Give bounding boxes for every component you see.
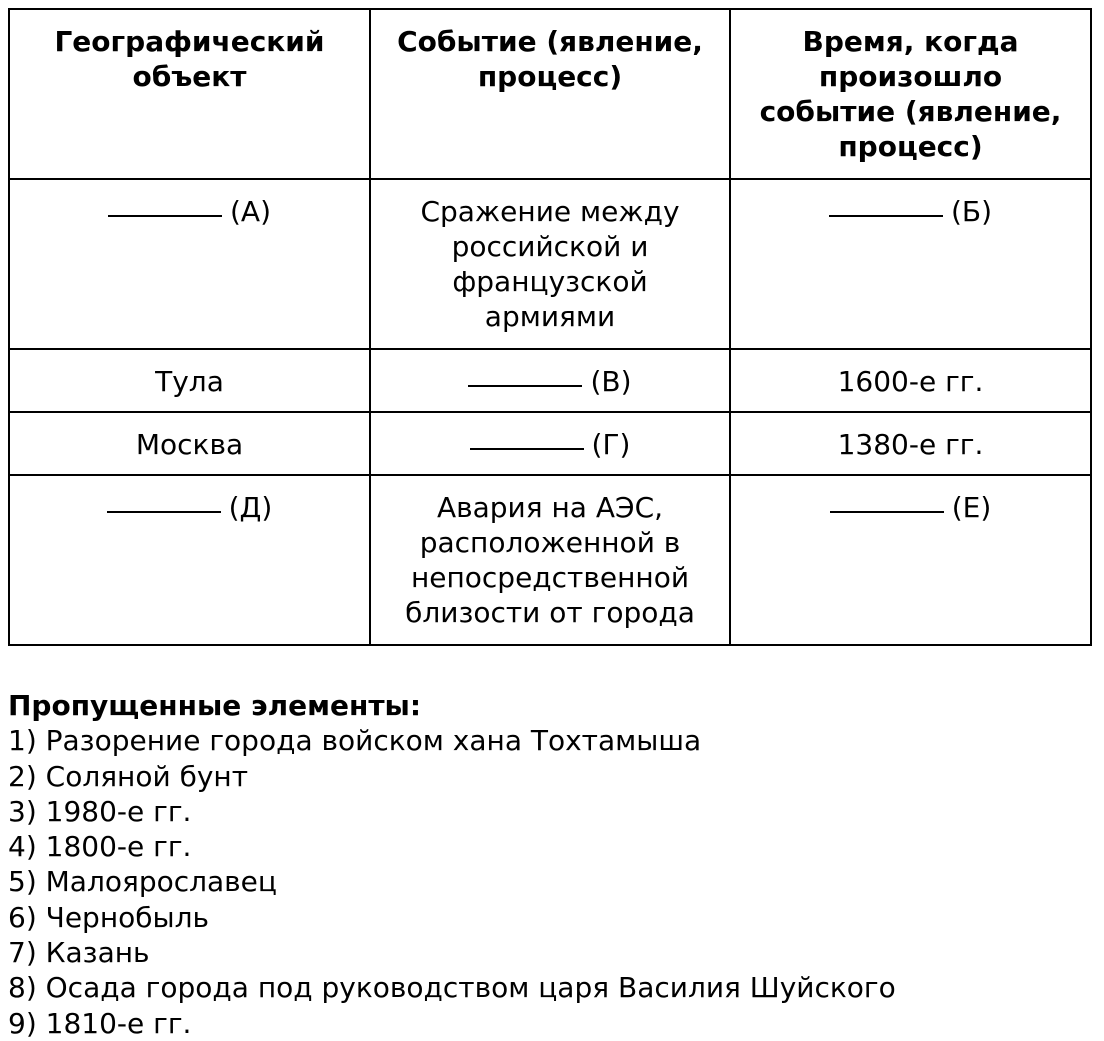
- blank-label: (Б): [950, 195, 993, 228]
- table-cell-object: Тула: [9, 349, 370, 412]
- page: [8, 8, 1090, 1041]
- table-cell-event: Сражение между российской и французской армиями: [370, 179, 730, 349]
- list-item: 7) Казань: [8, 936, 150, 970]
- table-row: [9, 475, 1091, 645]
- table-cell-object: Москва: [9, 412, 370, 475]
- blank-label: (Д): [228, 491, 273, 524]
- answer-blank: [107, 511, 221, 513]
- blank-label: (В): [590, 365, 632, 398]
- list-item: 9) 1810-е гг.: [8, 1006, 192, 1040]
- table-row: [9, 412, 1091, 475]
- table-row: [9, 349, 1091, 412]
- list-item: 2) Соляной бунт: [8, 759, 249, 793]
- answer-blank: [830, 511, 944, 513]
- list-item: 1) Разорение города войском хана Тохтамыша: [8, 724, 702, 758]
- table-cell-event: [370, 349, 730, 412]
- header-time: Время, когда произошло событие (явление, процесс): [730, 9, 1091, 179]
- list-item: 6) Чернобыль: [8, 900, 210, 934]
- missing-elements: [8, 688, 1090, 1041]
- blank-label: (А): [229, 195, 271, 228]
- answer-blank: [468, 385, 582, 387]
- answer-blank: [470, 448, 584, 450]
- table-cell-time: 1380-е гг.: [730, 412, 1091, 475]
- table-cell-object: [9, 475, 370, 645]
- header-geographic-object: Географический объект: [9, 9, 370, 179]
- blank-label: (Е): [951, 491, 992, 524]
- list-item: 4) 1800-е гг.: [8, 830, 192, 864]
- table-cell-event: Авария на АЭС, расположенной в непосредственной близости от города: [370, 475, 730, 645]
- table-row: [9, 179, 1091, 349]
- list-item: 5) Малоярославец: [8, 865, 277, 899]
- answer-blank: [108, 215, 222, 217]
- list-item: 3) 1980-е гг.: [8, 794, 192, 828]
- blank-label: (Г): [591, 428, 631, 461]
- table-cell-time: [730, 475, 1091, 645]
- header-event: Событие (явление, процесс): [370, 9, 730, 179]
- answer-blank: [829, 215, 943, 217]
- table-cell-event: [370, 412, 730, 475]
- table-cell-time: 1600-е гг.: [730, 349, 1091, 412]
- table-header-row: [9, 9, 1091, 179]
- list-item: 8) Осада города под руководством царя Василия Шуйского: [8, 971, 896, 1005]
- table-cell-object: [9, 179, 370, 349]
- geography-table: [8, 8, 1092, 646]
- missing-elements-title: Пропущенные элементы:: [8, 689, 422, 722]
- table-cell-time: [730, 179, 1091, 349]
